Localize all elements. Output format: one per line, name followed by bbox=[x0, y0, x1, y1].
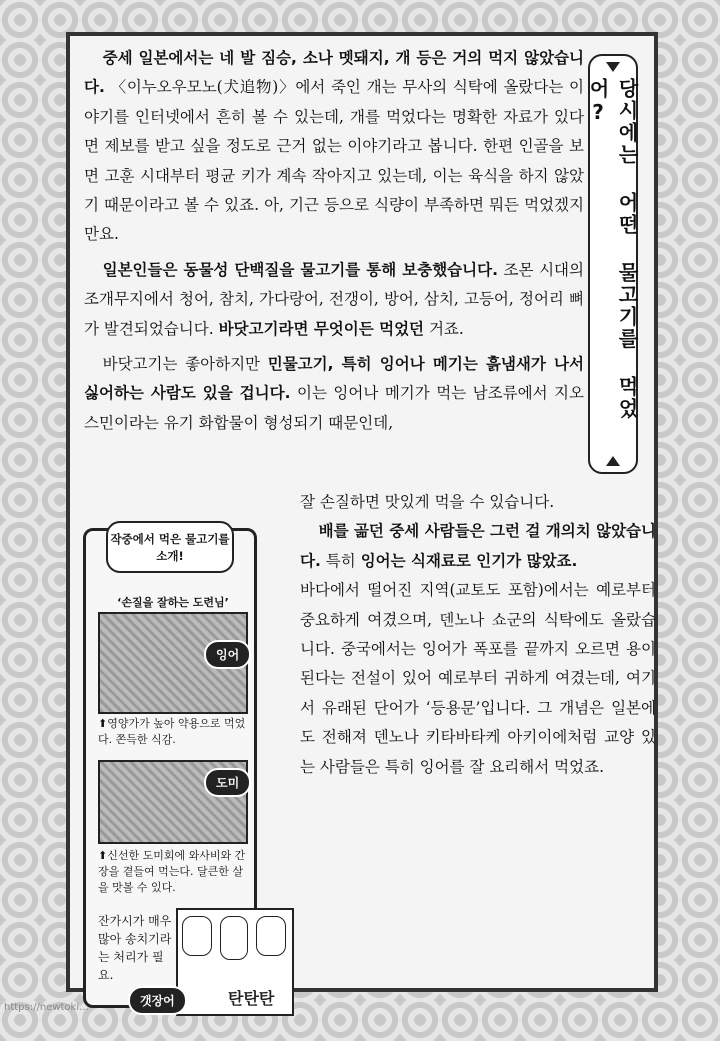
page-title: 당시에는 어떤 물고기를 먹었어? bbox=[586, 78, 639, 420]
paragraph-4: 배를 곪던 중세 사람들은 그런 걸 개의치 않았습니다. 특히 잉어는 식재료로 인기가 많았죠. bbox=[300, 522, 656, 570]
speech-bubble bbox=[182, 916, 212, 956]
main-text bbox=[84, 44, 584, 444]
pike-eel-label: 갯장어 bbox=[128, 986, 187, 1015]
speech-bubble bbox=[220, 916, 248, 960]
sea-bream-caption: ⬆신선한 도미회에 와사비와 간장을 곁들여 먹는다. 달큰한 살을 맛볼 수 있다. bbox=[98, 849, 246, 894]
sidebar-header: 작중에서 먹은 물고기를 소개! bbox=[106, 521, 234, 573]
paragraph-2: 일본인들은 동물성 단백질을 물고기를 통해 보충했습니다. 조몬 시대의 조개무지에서 청어, 참치, 가다랑어, 전갱이, 방어, 삼치, 고등어, 정어리 뼈가 발견되었습니다. 바닷고기라면 무엇이든 먹었던 거죠. bbox=[84, 260, 584, 338]
paragraph-3: 바닷고기는 좋아하지만 민물고기, 특히 잉어나 메기는 흙냄새가 나서 싫어하는 사람도 있을 겁니다. 이는 잉어나 메기가 먹는 남조류에서 지오스민이라는 유기 화합물이 형성되기 때문인데, bbox=[84, 355, 584, 432]
carp-label: 잉어 bbox=[204, 640, 251, 669]
paragraph-5: 바다에서 떨어진 지역(교토도 포함)에서는 예로부터 중요하게 여겼으며, 덴노나 쇼군의 식탁에도 올랐습니다. 중국에서는 잉어가 폭포를 끝까지 오르면 용이 된다는 전설이 있어 예로부터 귀하게 여겼는데, 여기서 유래된 단어가 ‘등용문’입니다. 그 개념은 일본에도 전해져 덴노나 키타바타케 아키이에처럼 교양 있는 사람들은 특히 잉어를 잘 요리해서 먹었죠. bbox=[300, 581, 656, 776]
watermark: https://newtoki... bbox=[4, 1002, 89, 1013]
pike-eel-caption: 잔가시가 매우 많아 송치기라는 처리가 필요. bbox=[98, 914, 172, 982]
vertical-title-box bbox=[588, 54, 638, 474]
arrow-down-icon bbox=[606, 62, 620, 72]
paragraph-1: 중세 일본에서는 네 발 짐승, 소나 멧돼지, 개 등은 거의 먹지 않았습니다. 〈이누오우모노(犬追物)〉에서 죽인 개는 무사의 식탁에 올랐다는 이야기를 인터넷에서 흔히 볼 수 있는데, 개를 먹었다는 명확한 자료가 있다면 제보를 받고 싶을 정도로 근거 없는 이야기라고 봅니다. 한편 인골을 보면 고훈 시대부터 평균 키가 계속 작아지고 있는데, 이는 육식을 하지 않았기 때문이라고 볼 수 있죠. 아, 기근 등으로 식량이 부족하면 뭐든 먹었겠지만요. bbox=[84, 49, 584, 244]
speech-bubble bbox=[256, 916, 286, 956]
carp-caption: ⬆영양가가 높아 약용으로 먹었다. 쫀득한 식감. bbox=[98, 717, 246, 746]
arrow-up-icon bbox=[606, 456, 620, 466]
right-column-text bbox=[300, 488, 656, 782]
sidebar-subtitle: ‘손질을 잘하는 도련님’ bbox=[117, 596, 229, 609]
sound-effect: 탄탄탄 bbox=[228, 989, 275, 1008]
sea-bream-label: 도미 bbox=[204, 768, 251, 797]
paragraph-3-cont: 잘 손질하면 맛있게 먹을 수 있습니다. bbox=[300, 493, 555, 511]
